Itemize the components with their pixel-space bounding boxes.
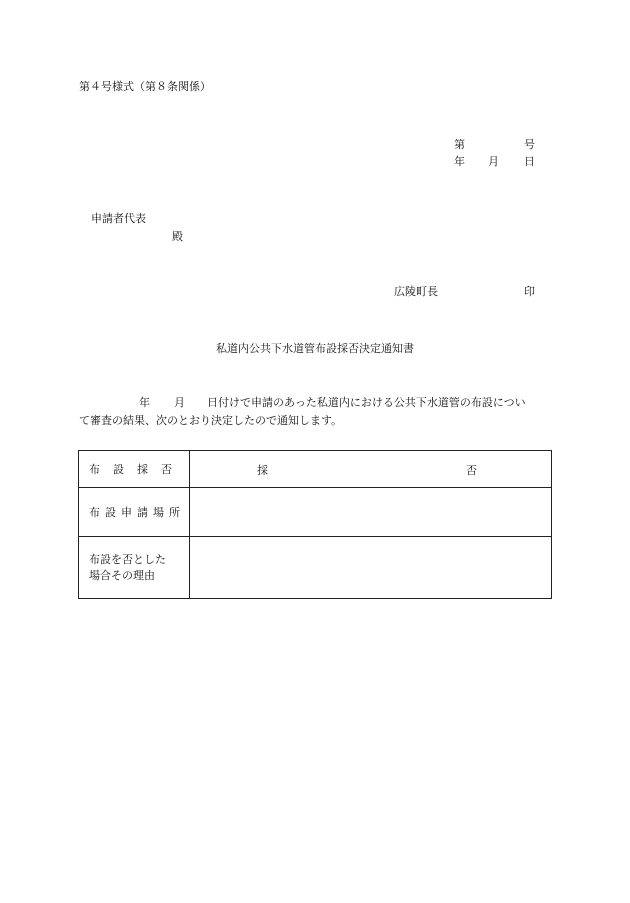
body-text-line2: て審査の結果、次のとおり決定したので通知します。 <box>79 414 343 427</box>
document-number-prefix: 第 <box>454 138 465 151</box>
issuer-name: 広陵町長 <box>394 285 438 298</box>
label-cell <box>79 488 190 537</box>
location-label: 布設申請場所 <box>89 506 185 519</box>
option-adopt: 採 <box>257 464 268 477</box>
table-row <box>79 537 552 599</box>
adoption-label: 布設採否 <box>89 463 185 476</box>
table-row <box>79 451 552 488</box>
table-row <box>79 488 552 537</box>
date-day-label: 日 <box>524 155 535 168</box>
document-title: 私道内公共下水道管布設採否決定通知書 <box>216 342 414 355</box>
reason-label-line2: 場合その理由 <box>89 568 155 582</box>
option-reject: 否 <box>466 464 477 477</box>
reason-value-cell <box>190 537 552 599</box>
decision-table <box>78 450 552 599</box>
recipient-label: 申請者代表 <box>91 212 146 225</box>
body-year-label: 年 <box>139 396 150 409</box>
label-cell <box>79 537 190 599</box>
seal-mark: 印 <box>524 285 535 298</box>
reason-label-line1: 布設を否とした <box>89 552 166 566</box>
document-number-suffix: 号 <box>524 138 535 151</box>
body-text-line1: 日付けで申請のあった私道内における公共下水道管の布設につい <box>207 396 526 409</box>
date-month-label: 月 <box>488 155 499 168</box>
adoption-value-cell <box>190 451 552 488</box>
location-value-cell <box>190 488 552 537</box>
form-number: 第４号様式（第８条関係） <box>79 80 211 93</box>
label-cell <box>79 451 190 488</box>
recipient-honorific: 殿 <box>172 230 183 243</box>
date-year-label: 年 <box>454 155 465 168</box>
body-month-label: 月 <box>174 396 185 409</box>
